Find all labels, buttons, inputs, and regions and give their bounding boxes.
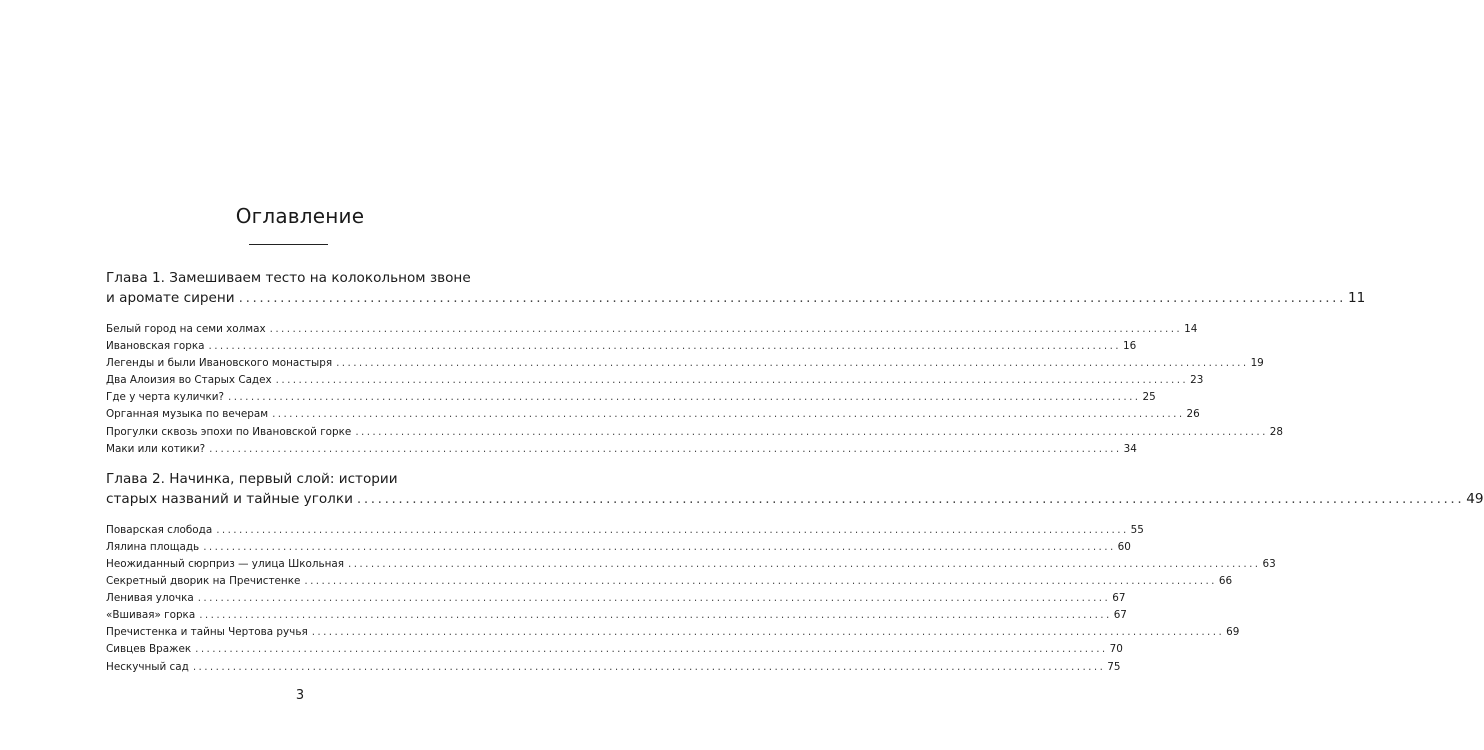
toc-entry-title: Неожиданный сюрприз — улица Школьная — [106, 557, 345, 570]
toc-entry[interactable] — [106, 424, 1284, 441]
toc-entry[interactable] — [106, 338, 1137, 355]
chapter-2-entry[interactable] — [106, 489, 1484, 509]
table-of-contents — [106, 268, 1484, 676]
toc-entry-page: 70 — [1109, 643, 1123, 656]
page-number: 3 — [295, 688, 305, 703]
toc-entry[interactable] — [106, 406, 1200, 423]
toc-entry[interactable] — [106, 590, 1126, 607]
toc-entry-title: Лялина площадь — [106, 540, 200, 553]
chapter-2-title-line2: старых названий и тайные уголки — [106, 490, 353, 507]
toc-entry-title: Нескучный сад — [106, 660, 189, 673]
dot-leader: ................................................................................................................................................................ — [197, 592, 1111, 605]
toc-entry-page: 34 — [1123, 442, 1137, 455]
toc-entry-title: Секретный дворик на Пречистенке — [106, 575, 301, 588]
toc-entry[interactable] — [106, 522, 1144, 539]
toc-entry-title: Прогулки сквозь эпохи по Ивановской горке — [106, 425, 352, 438]
toc-entry[interactable] — [106, 556, 1276, 573]
chapter-2-page: 49 — [1466, 490, 1484, 507]
toc-entry-page: 19 — [1250, 357, 1264, 370]
dot-leader: ................................................................................................................................................................ — [199, 609, 1112, 622]
chapter-1-sections — [106, 321, 1284, 458]
dot-leader: ................................................................................................................................................................ — [275, 374, 1189, 387]
title-divider — [249, 244, 328, 245]
dot-leader: ................................................................................................................................................................ — [208, 340, 1121, 353]
dot-leader: ................................................................................................................................................................ — [192, 660, 1106, 673]
toc-entry[interactable] — [106, 321, 1198, 338]
toc-entry[interactable] — [106, 624, 1240, 641]
toc-entry[interactable] — [106, 539, 1131, 556]
toc-entry-title: Где у черта кулички? — [106, 391, 225, 404]
chapter-2-sections — [106, 522, 1276, 676]
toc-entry-page: 63 — [1262, 557, 1276, 570]
toc-entry[interactable] — [106, 389, 1156, 406]
dot-leader: ................................................................................................................................................................ — [209, 442, 1122, 455]
toc-entry-page: 60 — [1117, 540, 1131, 553]
dot-leader: ................................................................................................................................................................ — [272, 408, 1185, 421]
chapter-2-title-line1: Глава 2. Начинка, первый слой: истории — [106, 470, 398, 487]
toc-entry[interactable] — [106, 607, 1127, 624]
toc-entry[interactable] — [106, 641, 1123, 658]
toc-entry-page: 14 — [1184, 323, 1198, 335]
toc-entry-title: Пречистенка и тайны Чертова ручья — [106, 626, 308, 639]
toc-entry-title: Ивановская горка — [106, 340, 205, 353]
chapter-1-title-line1: Глава 1. Замешиваем тесто на колокольном звоне — [106, 270, 471, 286]
dot-leader: ................................................................................................................................................................ — [238, 290, 1347, 306]
dot-leader: ................................................................................................................................................................ — [304, 575, 1217, 588]
toc-entry-page: 67 — [1113, 609, 1127, 622]
toc-entry-page: 67 — [1112, 592, 1126, 605]
chapter-2 — [106, 469, 1484, 676]
toc-entry-page: 28 — [1269, 425, 1284, 438]
toc-entry-title: Сивцев Вражек — [106, 643, 192, 656]
toc-entry-title: Маки или котики? — [106, 442, 206, 455]
toc-entry-page: 25 — [1142, 391, 1156, 404]
toc-entry-page: 75 — [1107, 660, 1121, 673]
toc-entry[interactable] — [106, 659, 1121, 676]
toc-entry[interactable] — [106, 372, 1204, 389]
toc-entry-page: 69 — [1226, 626, 1240, 639]
toc-entry-title: Органная музыка по вечерам — [106, 408, 269, 421]
dot-leader: ................................................................................................................................................................ — [228, 391, 1141, 404]
toc-entry-page: 16 — [1122, 340, 1137, 353]
chapter-1 — [106, 268, 1366, 458]
page-title: Оглавление — [235, 204, 365, 228]
toc-entry-title: Два Алоизия во Старых Садех — [106, 374, 272, 387]
chapter-1-title-line2: и аромате сирени — [106, 290, 235, 306]
toc-entry-page: 26 — [1186, 408, 1200, 421]
toc-entry-title: Ленивая улочка — [106, 592, 194, 605]
dot-leader: ................................................................................................................................................................ — [216, 523, 1129, 536]
toc-entry-page: 55 — [1130, 523, 1144, 536]
dot-leader: ................................................................................................................................................................ — [336, 357, 1249, 370]
dot-leader: ................................................................................................................................................................ — [195, 643, 1108, 656]
toc-entry[interactable] — [106, 573, 1233, 590]
toc-entry[interactable] — [106, 441, 1137, 458]
chapter-1-entry[interactable] — [106, 288, 1366, 308]
toc-entry[interactable] — [106, 355, 1264, 372]
toc-entry-title: «Вшивая» горка — [106, 609, 196, 622]
chapter-1-page: 11 — [1348, 290, 1366, 306]
dot-leader: ................................................................................................................................................................ — [269, 323, 1183, 335]
toc-entry-title: Легенды и были Ивановского монастыря — [106, 357, 333, 370]
dot-leader: ................................................................................................................................................................ — [311, 626, 1225, 639]
dot-leader: ................................................................................................................................................................ — [356, 490, 1465, 507]
dot-leader: ................................................................................................................................................................ — [355, 425, 1268, 438]
dot-leader: ................................................................................................................................................................ — [348, 557, 1261, 570]
toc-entry-page: 23 — [1190, 374, 1204, 387]
toc-entry-title: Белый город на семи холмах — [106, 323, 266, 335]
toc-entry-page: 66 — [1218, 575, 1233, 588]
toc-entry-title: Поварская слобода — [106, 523, 213, 536]
dot-leader: ................................................................................................................................................................ — [203, 540, 1116, 553]
